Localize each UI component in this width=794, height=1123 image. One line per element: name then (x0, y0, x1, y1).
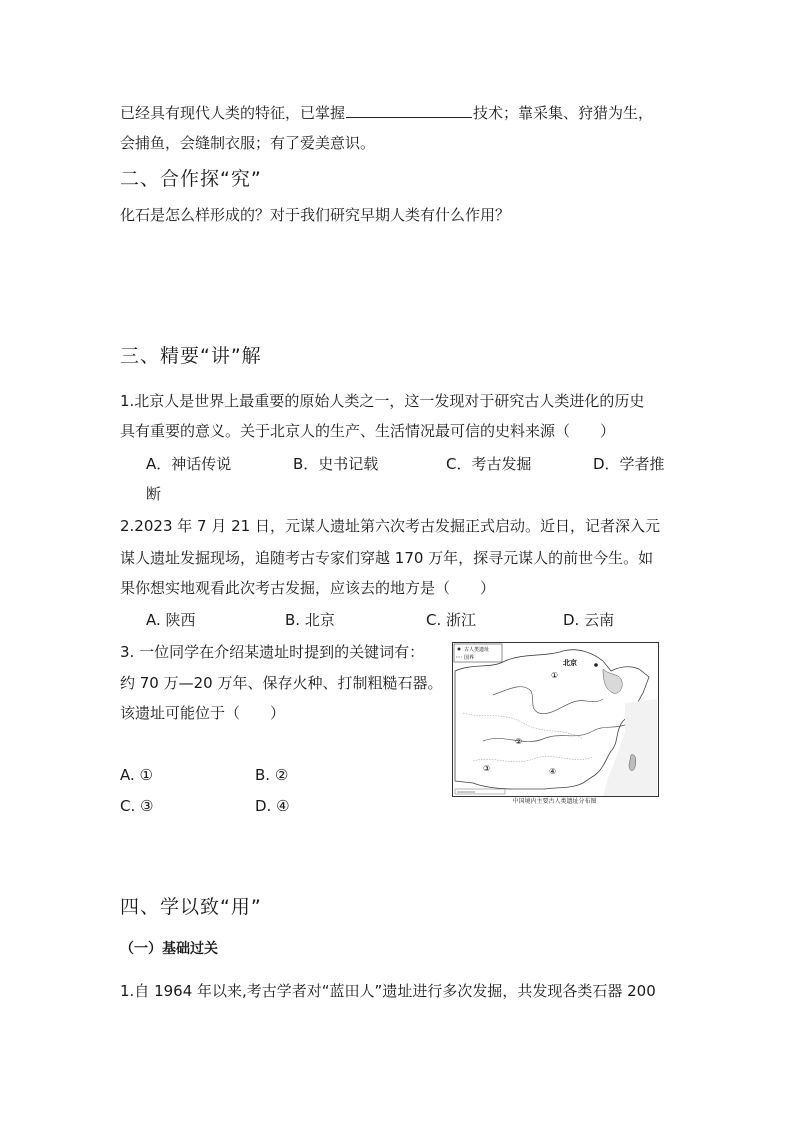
q2-option-a[interactable]: A. 陕西 (146, 611, 196, 629)
section-4-q1-line-1: 1.自 1964 年以来,考古学者对“蓝田人”遗址进行多次发掘，共发现各类石器 200 (120, 982, 656, 1000)
section-2-heading: 二、合作探“究” (120, 168, 262, 190)
q1-option-d-wrap: 断 (146, 485, 162, 503)
marker-4: ④ (549, 767, 557, 776)
beijing-label: 北京 (563, 659, 577, 667)
section-2-question: 化石是怎么样形成的？对于我们研究早期人类有什么作用？ (120, 206, 511, 224)
fill-blank[interactable] (346, 101, 472, 118)
site-beijing-dot (594, 663, 598, 667)
q2-option-c[interactable]: C. 浙江 (426, 611, 477, 629)
q1-line-2: 具有重要的意义。关于北京人的生产、生活情况最可信的史料来源（ ） (120, 422, 616, 440)
q2-line-1: 2.2023 年 7 月 21 日，元谋人遗址第六次考古发掘正式启动。近日，记者深入元 (120, 517, 660, 535)
section-3-heading: 三、精要“讲”解 (120, 345, 262, 367)
section-4-heading: 四、学以致“用” (120, 896, 262, 918)
scale-box (455, 789, 505, 794)
intro-line-1 (120, 101, 653, 123)
q1-option-d[interactable]: D．学者推 (593, 455, 665, 473)
q1-line-1: 1.北京人是世界上最重要的原始人类之一，这一发现对于研究古人类进化的历史 (120, 392, 645, 410)
q3-option-a[interactable]: A. ① (120, 766, 153, 784)
q1-option-c[interactable]: C．考古发掘 (446, 455, 532, 473)
q3-line-1: 3. 一位同学在介绍某遗址时提到的关键词有： (120, 643, 425, 661)
map-caption: 中国境内主要古人类遗址分布图 (512, 798, 597, 805)
legend-site-icon (458, 648, 461, 651)
marker-2: ② (515, 737, 523, 746)
q2-line-2: 谋人遗址发掘现场，追随考古专家们穿越 170 万年，探寻元谋人的前世今生。如 (120, 549, 654, 567)
legend-border-label: 国界 (464, 655, 475, 661)
marker-3: ③ (483, 764, 491, 773)
ancient-sites-map (452, 642, 659, 797)
section-4-subheading: （一）基础过关 (120, 941, 218, 957)
q1-option-b[interactable]: B．史书记载 (293, 455, 379, 473)
intro-text-before-blank: 已经具有现代人类的特征，已掌握 (120, 104, 346, 122)
q2-option-b[interactable]: B. 北京 (285, 611, 335, 629)
intro-text-after-blank: 技术；靠采集、狩猎为生， (473, 104, 654, 122)
q3-option-b[interactable]: B. ② (255, 766, 289, 784)
legend-site-label: 古人类遗址 (464, 647, 490, 653)
intro-line-2: 会捕鱼，会缝制衣服；有了爱美意识。 (120, 134, 376, 152)
q1-option-a[interactable]: A．神话传说 (146, 455, 232, 473)
q2-line-3: 果你想实地观看此次考古发掘，应该去的地方是（ ） (120, 579, 496, 597)
marker-1: ① (551, 671, 559, 680)
q3-line-2: 约 70 万—20 万年、保存火种、打制粗糙石器。 (120, 674, 443, 692)
q3-option-d[interactable]: D. ④ (255, 797, 290, 815)
q3-option-c[interactable]: C. ③ (120, 797, 154, 815)
q3-line-3: 该遗址可能位于（ ） (120, 704, 286, 722)
q2-option-d[interactable]: D. 云南 (563, 611, 615, 629)
